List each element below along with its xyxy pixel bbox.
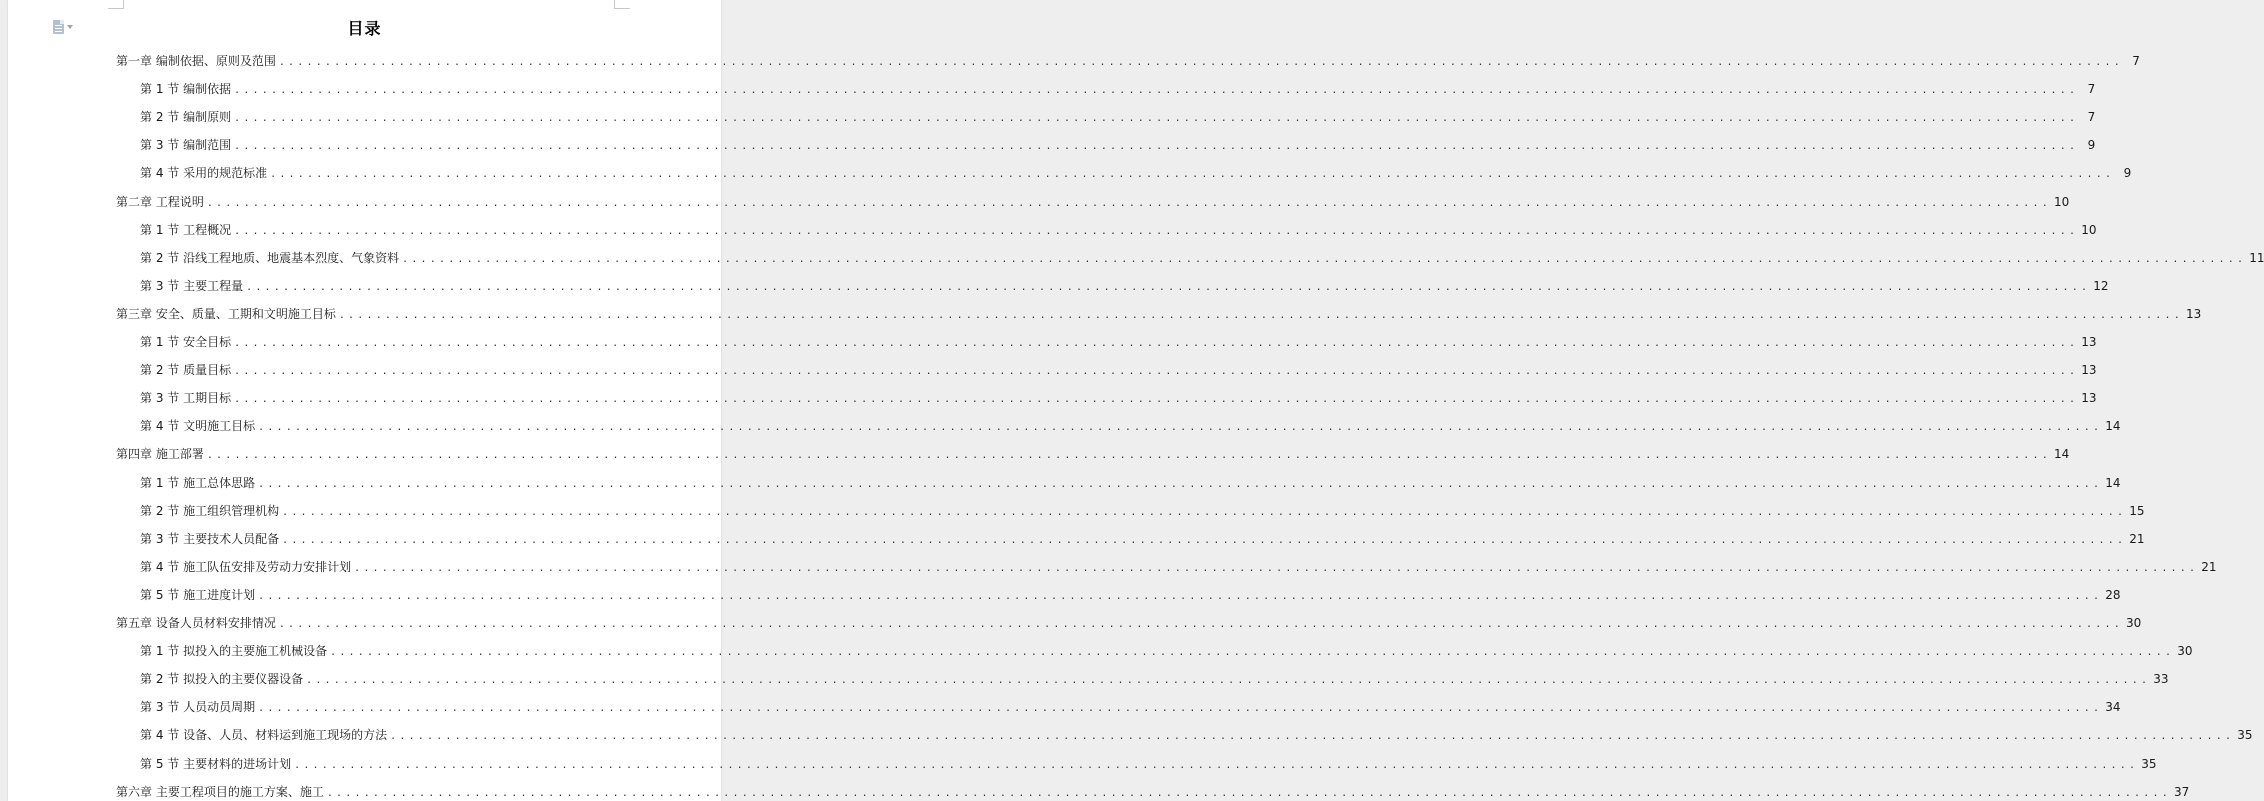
toc-entry-label: 第二章 工程说明 bbox=[116, 194, 204, 209]
table-of-contents bbox=[8, 0, 2264, 801]
toc-page-number: 34 bbox=[2105, 700, 2121, 715]
toc-section-entry[interactable] bbox=[140, 136, 2096, 154]
toc-page-number: 30 bbox=[2177, 644, 2193, 659]
toc-entry-label: 第四章 施工部署 bbox=[116, 447, 204, 462]
toc-dot-leader: ........................................................................................................................................................................................................ bbox=[258, 422, 2103, 434]
toc-dot-leader: ........................................................................................................................................................................................................ bbox=[234, 113, 2079, 125]
toc-dot-leader: ........................................................................................................................................................................................................ bbox=[278, 57, 2123, 68]
toc-entry-label: 第 3 节 主要工程量 bbox=[140, 278, 244, 293]
toc-dot-leader: ........................................................................................................................................................................................................ bbox=[326, 787, 2171, 799]
toc-chapter-entry[interactable] bbox=[116, 52, 2140, 70]
toc-dot-leader: ........................................................................................................................................................................................................ bbox=[234, 394, 2079, 406]
toc-dot-leader: ........................................................................................................................................................................................................ bbox=[234, 141, 2079, 153]
toc-section-entry[interactable] bbox=[140, 361, 2097, 379]
toc-entry-label: 第 4 节 文明施工目标 bbox=[140, 419, 256, 434]
toc-section-entry[interactable] bbox=[140, 389, 2097, 407]
toc-page-number: 13 bbox=[2185, 306, 2202, 321]
toc-dot-leader: ........................................................................................................................................................................................................ bbox=[402, 253, 2247, 265]
toc-page-number: 37 bbox=[2173, 784, 2190, 799]
toc-page-number: 21 bbox=[2201, 559, 2217, 574]
toc-entry-label: 第六章 主要工程项目的施工方案、施工 bbox=[116, 784, 324, 799]
toc-dot-leader: ........................................................................................................................................................................................................ bbox=[234, 225, 2079, 237]
toc-page-number: 28 bbox=[2105, 587, 2121, 602]
toc-entry-label: 第 2 节 沿线工程地质、地震基本烈度、气象资料 bbox=[140, 250, 400, 265]
toc-entry-label: 第 4 节 设备、人员、材料运到施工现场的方法 bbox=[140, 728, 388, 743]
toc-page-number: 21 bbox=[2129, 531, 2145, 546]
toc-section-entry[interactable] bbox=[140, 530, 2145, 548]
toc-entry-label: 第 3 节 主要技术人员配备 bbox=[140, 531, 280, 546]
toc-section-entry[interactable] bbox=[140, 333, 2097, 351]
toc-dot-leader: ........................................................................................................................................................................................................ bbox=[234, 85, 2079, 97]
toc-dot-leader: ........................................................................................................................................................................................................ bbox=[246, 281, 2091, 293]
toc-entry-label: 第五章 设备人员材料安排情况 bbox=[116, 616, 276, 630]
toc-dot-leader: ........................................................................................................................................................................................................ bbox=[206, 450, 2051, 462]
toc-page-number: 35 bbox=[2237, 728, 2253, 743]
toc-page-number: 13 bbox=[2081, 363, 2097, 378]
toc-entry-label: 第 5 节 主要材料的进场计划 bbox=[140, 756, 292, 771]
toc-section-entry[interactable] bbox=[140, 586, 2121, 604]
toc-page-number: 12 bbox=[2093, 278, 2109, 293]
toc-page-number: 10 bbox=[2081, 222, 2097, 237]
toc-page-number: 7 bbox=[2087, 110, 2096, 125]
toc-section-entry[interactable] bbox=[140, 474, 2121, 492]
toc-entry-label: 第 3 节 编制范围 bbox=[140, 138, 232, 153]
toc-page-number: 35 bbox=[2141, 756, 2157, 771]
toc-entry-label: 第 2 节 施工组织管理机构 bbox=[140, 503, 280, 518]
toc-page-number: 10 bbox=[2053, 194, 2070, 209]
toc-chapter-entry[interactable] bbox=[116, 445, 2070, 463]
toc-dot-leader: ........................................................................................................................................................................................................ bbox=[270, 169, 2115, 181]
toc-dot-leader: ........................................................................................................................................................................................................ bbox=[306, 675, 2151, 687]
toc-entry-label: 第三章 安全、质量、工期和文明施工目标 bbox=[116, 306, 336, 321]
toc-page-number: 15 bbox=[2129, 503, 2145, 518]
toc-dot-leader: ........................................................................................................................................................................................................ bbox=[278, 619, 2123, 630]
toc-section-entry[interactable] bbox=[140, 502, 2145, 520]
toc-page-number: 30 bbox=[2125, 616, 2142, 630]
toc-section-entry[interactable] bbox=[140, 755, 2157, 773]
toc-page-number: 13 bbox=[2081, 335, 2097, 349]
toc-dot-leader: ........................................................................................................................................................................................................ bbox=[338, 309, 2183, 321]
toc-dot-leader: ........................................................................................................................................................................................................ bbox=[294, 759, 2139, 771]
toc-entry-label: 第 4 节 施工队伍安排及劳动力安排计划 bbox=[140, 559, 352, 574]
toc-chapter-entry[interactable] bbox=[116, 783, 2190, 801]
toc-page-number: 14 bbox=[2105, 419, 2121, 434]
toc-page-number: 13 bbox=[2081, 391, 2097, 406]
toc-page-number: 14 bbox=[2053, 447, 2070, 462]
toc-chapter-entry[interactable] bbox=[116, 614, 2142, 632]
toc-entry-label: 第 5 节 施工进度计划 bbox=[140, 587, 256, 602]
toc-page-number: 33 bbox=[2153, 672, 2169, 687]
toc-page-number: 11 bbox=[2249, 250, 2264, 265]
document-page bbox=[8, 0, 2264, 801]
toc-section-entry[interactable] bbox=[140, 670, 2169, 688]
toc-entry-label: 第 1 节 安全目标 bbox=[140, 335, 232, 349]
toc-chapter-entry[interactable] bbox=[116, 193, 2070, 211]
toc-page-number: 9 bbox=[2123, 166, 2132, 181]
toc-section-entry[interactable] bbox=[140, 221, 2097, 239]
toc-dot-leader: ........................................................................................................................................................................................................ bbox=[390, 731, 2235, 743]
toc-page-number: 14 bbox=[2105, 475, 2121, 490]
toc-dot-leader: ........................................................................................................................................................................................................ bbox=[258, 703, 2103, 715]
toc-entry-label: 第 4 节 采用的规范标准 bbox=[140, 166, 268, 181]
toc-section-entry[interactable] bbox=[140, 558, 2217, 576]
toc-entry-label: 第 3 节 工期目标 bbox=[140, 391, 232, 406]
toc-section-entry[interactable] bbox=[140, 726, 2253, 744]
toc-section-entry[interactable] bbox=[140, 277, 2109, 295]
toc-entry-label: 第一章 编制依据、原则及范围 bbox=[116, 54, 276, 68]
toc-entry-label: 第 2 节 质量目标 bbox=[140, 363, 232, 378]
toc-dot-leader: ........................................................................................................................................................................................................ bbox=[258, 478, 2103, 490]
toc-entry-label: 第 1 节 拟投入的主要施工机械设备 bbox=[140, 644, 328, 659]
toc-entry-label: 第 2 节 拟投入的主要仪器设备 bbox=[140, 672, 304, 687]
toc-section-entry[interactable] bbox=[140, 417, 2121, 435]
toc-entry-label: 第 1 节 施工总体思路 bbox=[140, 475, 256, 490]
toc-page-number: 9 bbox=[2087, 138, 2096, 153]
toc-dot-leader: ........................................................................................................................................................................................................ bbox=[282, 534, 2127, 546]
toc-entry-label: 第 1 节 工程概况 bbox=[140, 222, 232, 237]
toc-entry-label: 第 2 节 编制原则 bbox=[140, 110, 232, 125]
toc-section-entry[interactable] bbox=[140, 108, 2096, 126]
toc-section-entry[interactable] bbox=[140, 249, 2264, 267]
toc-entry-label: 第 1 节 编制依据 bbox=[140, 82, 232, 97]
toc-title: 目录 bbox=[347, 19, 382, 38]
toc-entry-label: 第 3 节 人员动员周期 bbox=[140, 700, 256, 715]
toc-page-number: 7 bbox=[2087, 82, 2096, 97]
toc-dot-leader: ........................................................................................................................................................................................................ bbox=[354, 562, 2199, 574]
toc-section-entry[interactable] bbox=[140, 80, 2096, 98]
toc-page-number: 7 bbox=[2132, 54, 2140, 68]
toc-section-entry[interactable] bbox=[140, 642, 2193, 660]
toc-chapter-entry[interactable] bbox=[116, 305, 2202, 323]
toc-dot-leader: ........................................................................................................................................................................................................ bbox=[234, 366, 2079, 378]
toc-section-entry[interactable] bbox=[140, 698, 2121, 716]
toc-dot-leader: ........................................................................................................................................................................................................ bbox=[282, 506, 2127, 518]
toc-dot-leader: ........................................................................................................................................................................................................ bbox=[234, 338, 2079, 349]
toc-section-entry[interactable] bbox=[140, 164, 2132, 182]
toc-dot-leader: ........................................................................................................................................................................................................ bbox=[206, 197, 2051, 209]
toc-dot-leader: ........................................................................................................................................................................................................ bbox=[258, 590, 2103, 602]
toc-dot-leader: ........................................................................................................................................................................................................ bbox=[330, 647, 2175, 659]
